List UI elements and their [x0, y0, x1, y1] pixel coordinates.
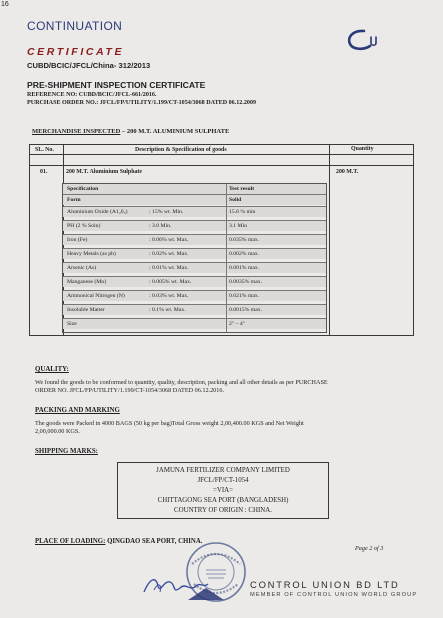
triangle-logo-icon: [188, 588, 224, 600]
header-quantity: Quantity: [351, 146, 374, 152]
packing-heading: PACKING AND MARKING: [35, 407, 120, 414]
shipping-mark-line: JFCL/FP/CT-1054: [197, 477, 249, 484]
place-of-loading-value: QINGDAO SEA PORT, CHINA.: [107, 538, 203, 545]
spec-form-row: [63, 195, 326, 205]
spec-param: Size: [67, 321, 77, 327]
row-sl-no: 01.: [40, 169, 48, 175]
quality-text-line: ORDER NO. JFCL/FP/UTILITY/1.199/CT-1054/3068 DATED 06.12.2016.: [35, 387, 225, 394]
purchase-order-number: PURCHASE ORDER NO.: JFCL/FP/UTILITY/1.199/CT-1054/3068 DATED 06.12.2009: [27, 100, 257, 106]
row-description: 200 M.T. Aluminium Sulphate: [66, 169, 142, 175]
shipping-mark-line: JAMUNA FERTILIZER COMPANY LIMITED: [156, 467, 290, 474]
header-sl-no: SL. No.: [35, 147, 54, 153]
spec-result: 2" – 4": [229, 321, 246, 327]
quality-text-line: We found the goods to be conformed to quantity, quality, description, packing and all other details as per PURCHASE: [35, 379, 328, 386]
packing-text-line: 2,00,000.00 KGS.: [35, 428, 80, 435]
spec-form-value: Solid: [229, 197, 242, 203]
table-row: [63, 249, 326, 259]
spec-result: 0.002% max.: [229, 251, 260, 257]
page-corner-number: 16: [1, 1, 9, 8]
shipping-mark-line: CHITTAGONG SEA PORT (BANGLADESH): [157, 497, 289, 504]
spec-limit: : 0.005% wt. Max.: [149, 279, 192, 285]
table-row: [63, 291, 326, 301]
quality-heading: QUALITY:: [35, 366, 69, 373]
shipping-mark-line: =VIA=: [212, 487, 234, 494]
spec-result: 0.021% max.: [229, 293, 260, 299]
place-of-loading: [35, 538, 202, 545]
packing-text-line: The goods were Packed in 4000 BAGS (50 kg per bag)Total Gross weight 2,00,400.00 KGS and Net Weight: [35, 420, 304, 427]
merchandise-inspected: [32, 128, 229, 135]
spec-limit: : 3.0 Min.: [149, 223, 172, 229]
spec-result: 0.001% max.: [229, 265, 260, 271]
table-row: [63, 221, 326, 231]
table-rule: [30, 165, 413, 166]
spec-param: Manganese (Mn): [67, 279, 107, 285]
spec-limit: : 0.02% wt. Max.: [149, 251, 189, 257]
spec-result: 0.0015% max.: [229, 307, 263, 313]
spec-limit: : 0.06% wt. Max.: [149, 237, 189, 243]
document-title: PRE-SHIPMENT INSPECTION CERTIFICATE: [27, 80, 206, 90]
reference-number: REFERENCE NO: CUBD/BCIC/JFCL-661/2016.: [27, 92, 157, 98]
spec-param: Heavy Metals (as pb): [67, 251, 116, 257]
spec-result: 0.035% max.: [229, 237, 260, 243]
spec-header-specification: Specification: [67, 186, 99, 192]
table-row: [63, 235, 326, 245]
place-of-loading-label: PLACE OF LOADING:: [35, 538, 106, 545]
table-rule: [30, 154, 413, 155]
table-row: [63, 263, 326, 273]
merchandise-value: – 200 M.T. ALUMINIUM SULPHATE: [121, 128, 230, 135]
certificate-label: CERTIFICATE: [27, 46, 125, 58]
page-number: Page 2 of 3: [355, 545, 384, 552]
spec-limit: : 0.1% wt. Max.: [149, 307, 186, 313]
table-row: [63, 207, 326, 217]
spec-limit: : 0.01% wt. Max.: [149, 265, 189, 271]
table-row: [63, 319, 326, 329]
control-union-logo-icon: [344, 28, 384, 52]
header-description: Description & Specification of goods: [135, 147, 227, 153]
continuation-label: CONTINUATION: [27, 19, 123, 33]
spec-param: Ammonical Nitrogen (N): [67, 293, 125, 299]
row-quantity: 200 M.T.: [336, 169, 359, 175]
spec-param: Iron (Fe): [67, 237, 88, 243]
table-rule: [329, 145, 330, 335]
shipping-marks-heading: SHIPPING MARKS:: [35, 448, 98, 455]
footer-member-line: MEMBER OF CONTROL UNION WORLD GROUP: [250, 592, 418, 598]
shipping-mark-line: COUNTRY OF ORIGIN : CHINA.: [174, 507, 272, 514]
table-row: [63, 305, 326, 315]
footer-company-name: CONTROL UNION BD LTD: [250, 579, 400, 590]
spec-result: 3.1 Min: [229, 223, 248, 229]
shipping-marks-box: [117, 462, 329, 519]
spec-header-test-result: Test result: [229, 186, 255, 192]
spec-result: 0.0035% max.: [229, 279, 263, 285]
spec-param: Arsenic (As): [67, 265, 97, 271]
spec-limit: : 15% wt. Min.: [149, 209, 184, 215]
spec-param: Aluminium Oxide (A1₂0₃): [67, 209, 128, 215]
certificate-number: CUBD/BCIC/JFCL/China- 312/2013: [27, 61, 151, 70]
spec-param: PH (2 % Soln): [67, 223, 101, 229]
spec-limit: : 0.03% wt. Max.: [149, 293, 189, 299]
table-row: [63, 277, 326, 287]
spec-header-row: [63, 184, 326, 194]
specification-table: [62, 183, 327, 333]
table-rule: [226, 184, 227, 332]
spec-param: Insoluble Matter: [67, 307, 105, 313]
spec-result: 15.6 % min: [229, 209, 256, 215]
spec-form-label: Form: [67, 197, 81, 203]
merchandise-label: MERCHANDISE INSPECTED: [32, 128, 121, 135]
